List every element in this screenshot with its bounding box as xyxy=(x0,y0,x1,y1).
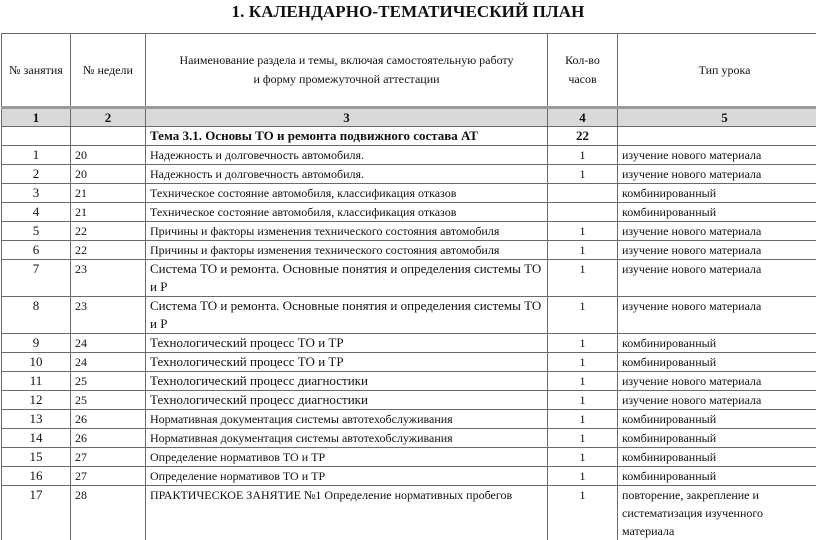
topic-empty-cell xyxy=(2,127,71,146)
lesson-number: 10 xyxy=(2,353,71,372)
lesson-hours: 1 xyxy=(548,448,618,467)
topic-empty-cell xyxy=(618,127,816,146)
table-row xyxy=(2,486,816,540)
week-number: 21 xyxy=(71,203,146,222)
lesson-number: 9 xyxy=(2,334,71,353)
table-row xyxy=(2,146,816,165)
topic-hours: 22 xyxy=(548,127,618,146)
table-row xyxy=(2,353,816,372)
lesson-type: изучение нового материала xyxy=(618,165,816,184)
lesson-type: изучение нового материала xyxy=(618,146,816,165)
lesson-type: изучение нового материала xyxy=(618,260,816,297)
lesson-name: Надежность и долговечность автомобиля. xyxy=(146,146,548,165)
lesson-number: 8 xyxy=(2,297,71,334)
table-row xyxy=(2,334,816,353)
lesson-number: 12 xyxy=(2,391,71,410)
lesson-number: 2 xyxy=(2,165,71,184)
table-row xyxy=(2,241,816,260)
lesson-type: комбинированный xyxy=(618,203,816,222)
lesson-hours: 1 xyxy=(548,391,618,410)
lesson-hours: 1 xyxy=(548,353,618,372)
week-number: 20 xyxy=(71,146,146,165)
header-lesson-number: № занятия xyxy=(2,34,71,108)
lesson-name: Причины и факторы изменения технического состояния автомобиля xyxy=(146,241,548,260)
table-row xyxy=(2,260,816,297)
lesson-number: 16 xyxy=(2,467,71,486)
lesson-name: Технологический процесс ТО и ТР xyxy=(146,353,548,372)
lesson-name: Техническое состояние автомобиля, классификация отказов xyxy=(146,203,548,222)
lesson-name: Техническое состояние автомобиля, классификация отказов xyxy=(146,184,548,203)
lesson-name: Нормативная документация системы автотехобслуживания xyxy=(146,410,548,429)
lesson-number: 4 xyxy=(2,203,71,222)
lesson-number: 7 xyxy=(2,260,71,297)
header-lesson-type: Тип урока xyxy=(618,34,816,108)
week-number: 26 xyxy=(71,429,146,448)
lesson-type: комбинированный xyxy=(618,184,816,203)
week-number: 26 xyxy=(71,410,146,429)
header-hours: Кол-во часов xyxy=(548,34,618,108)
lesson-number: 11 xyxy=(2,372,71,391)
week-number: 23 xyxy=(71,260,146,297)
lesson-hours: 1 xyxy=(548,241,618,260)
lesson-name: Определение нормативов ТО и ТР xyxy=(146,448,548,467)
table-row xyxy=(2,222,816,241)
lesson-number: 17 xyxy=(2,486,71,540)
lesson-type: изучение нового материала xyxy=(618,391,816,410)
lesson-number: 1 xyxy=(2,146,71,165)
lesson-hours: 1 xyxy=(548,467,618,486)
lesson-type: комбинированный xyxy=(618,467,816,486)
week-number: 24 xyxy=(71,353,146,372)
lesson-name: Надежность и долговечность автомобиля. xyxy=(146,165,548,184)
column-number: 5 xyxy=(618,108,816,127)
header-row xyxy=(2,34,816,108)
column-number: 3 xyxy=(146,108,548,127)
column-number-row xyxy=(2,108,816,127)
week-number: 25 xyxy=(71,372,146,391)
lesson-hours: 1 xyxy=(548,486,618,540)
lesson-type: комбинированный xyxy=(618,410,816,429)
lesson-hours xyxy=(548,184,618,203)
lesson-name: Технологический процесс диагностики xyxy=(146,372,548,391)
topic-title: Тема 3.1. Основы ТО и ремонта подвижного состава АТ xyxy=(146,127,548,146)
lesson-type: комбинированный xyxy=(618,448,816,467)
lesson-hours: 1 xyxy=(548,297,618,334)
column-number: 4 xyxy=(548,108,618,127)
lesson-number: 13 xyxy=(2,410,71,429)
week-number: 21 xyxy=(71,184,146,203)
calendar-plan-table xyxy=(1,33,816,540)
lesson-name: Система ТО и ремонта. Основные понятия и определения системы ТО и Р xyxy=(146,260,548,297)
lesson-hours: 1 xyxy=(548,429,618,448)
lesson-name: Технологический процесс ТО и ТР xyxy=(146,334,548,353)
week-number: 22 xyxy=(71,241,146,260)
lesson-hours: 1 xyxy=(548,372,618,391)
lesson-hours: 1 xyxy=(548,260,618,297)
lesson-name: ПРАКТИЧЕСКОЕ ЗАНЯТИЕ №1 Определение нормативных пробегов xyxy=(146,486,548,540)
column-number: 1 xyxy=(2,108,71,127)
topic-empty-cell xyxy=(71,127,146,146)
lesson-hours: 1 xyxy=(548,334,618,353)
table-row xyxy=(2,297,816,334)
week-number: 25 xyxy=(71,391,146,410)
table-row xyxy=(2,410,816,429)
lesson-type: комбинированный xyxy=(618,334,816,353)
lesson-name: Технологический процесс диагностики xyxy=(146,391,548,410)
week-number: 20 xyxy=(71,165,146,184)
column-number: 2 xyxy=(71,108,146,127)
lesson-number: 3 xyxy=(2,184,71,203)
lesson-number: 15 xyxy=(2,448,71,467)
week-number: 27 xyxy=(71,467,146,486)
topic-row xyxy=(2,127,816,146)
lesson-type: изучение нового материала xyxy=(618,297,816,334)
lesson-number: 14 xyxy=(2,429,71,448)
week-number: 22 xyxy=(71,222,146,241)
header-topic-name: Наименование раздела и темы, включая самостоятельную работу и форму промежуточной аттестации xyxy=(146,34,548,108)
lesson-number: 5 xyxy=(2,222,71,241)
page-title: 1. КАЛЕНДАРНО-ТЕМАТИЧЕСКИЙ ПЛАН xyxy=(0,2,816,22)
table-row xyxy=(2,203,816,222)
week-number: 24 xyxy=(71,334,146,353)
lesson-type: комбинированный xyxy=(618,353,816,372)
lesson-type: изучение нового материала xyxy=(618,222,816,241)
lesson-name: Нормативная документация системы автотехобслуживания xyxy=(146,429,548,448)
week-number: 27 xyxy=(71,448,146,467)
lesson-name: Определение нормативов ТО и ТР xyxy=(146,467,548,486)
lesson-hours: 1 xyxy=(548,410,618,429)
lesson-type: повторение, закрепление и систематизация изученного материала xyxy=(618,486,816,540)
table-row xyxy=(2,372,816,391)
week-number: 23 xyxy=(71,297,146,334)
lesson-name: Система ТО и ремонта. Основные понятия и определения системы ТО и Р xyxy=(146,297,548,334)
lesson-hours: 1 xyxy=(548,222,618,241)
table-row xyxy=(2,165,816,184)
lesson-number: 6 xyxy=(2,241,71,260)
table-row xyxy=(2,184,816,203)
lesson-type: изучение нового материала xyxy=(618,241,816,260)
lesson-hours: 1 xyxy=(548,146,618,165)
lesson-type: изучение нового материала xyxy=(618,372,816,391)
table-row xyxy=(2,448,816,467)
lesson-hours xyxy=(548,203,618,222)
header-week-number: № недели xyxy=(71,34,146,108)
lesson-type: комбинированный xyxy=(618,429,816,448)
table-row xyxy=(2,429,816,448)
lesson-name: Причины и факторы изменения технического состояния автомобиля xyxy=(146,222,548,241)
lesson-hours: 1 xyxy=(548,165,618,184)
week-number: 28 xyxy=(71,486,146,540)
table-row xyxy=(2,391,816,410)
table-row xyxy=(2,467,816,486)
